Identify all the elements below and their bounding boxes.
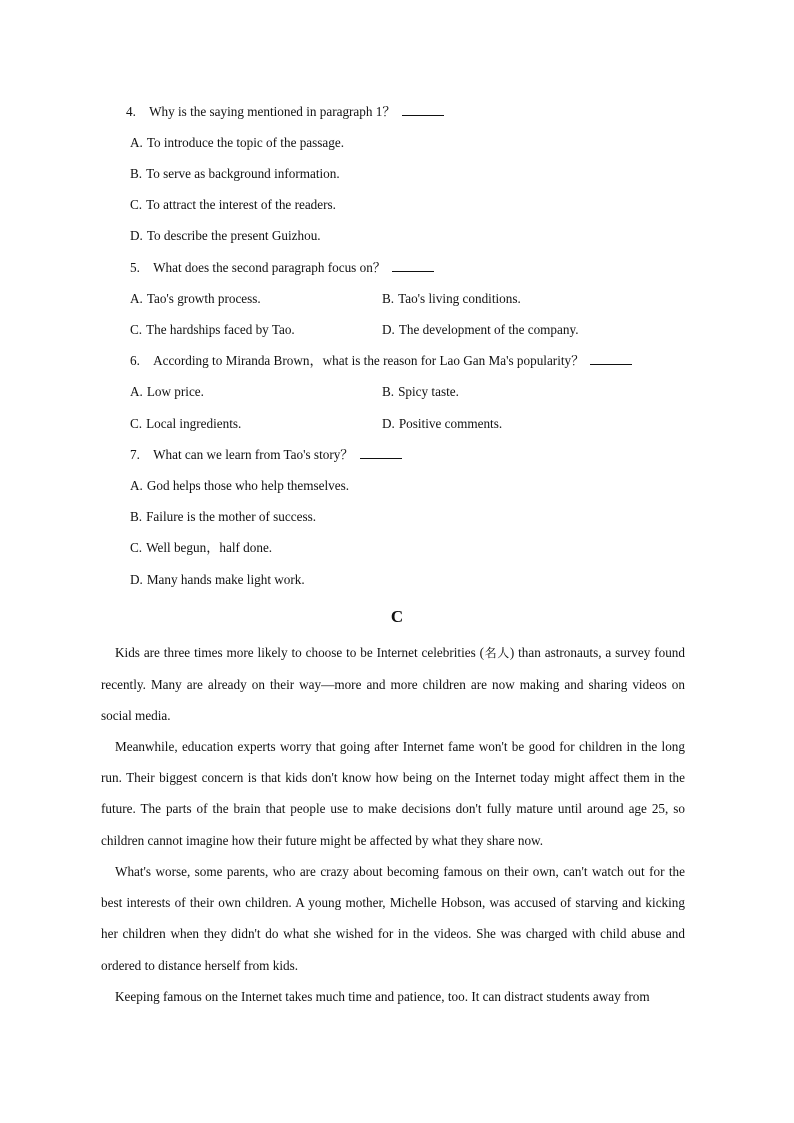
passage-paragraph-2: Meanwhile, education experts worry that going after Internet fame won't be good for children in the long run. Their biggest concern is that kids don't know how being on the Internet today might affect them in the future. The parts of the brain that people use to make decisions don't fully mature until around age 25, so children cannot imagine how their future might be affected by what they share now. [101,739,685,848]
question-text: According to Miranda Brown，what is the reason for Lao Gan Ma's popularity？ [153,353,585,368]
question-text: What can we learn from Tao's story？ [153,447,354,462]
question-6-stem [130,353,632,369]
question-number: 5. [130,260,140,275]
option-a[interactable]: A. To introduce the topic of the passage. [130,135,345,150]
option-d[interactable]: D. Many hands make light work. [130,572,305,587]
answer-blank[interactable] [402,104,444,116]
answer-blank[interactable] [590,353,632,365]
option-c[interactable]: C. Local ingredients. [130,416,242,431]
option-c[interactable]: C. Well begun，half done. [130,540,273,555]
passage-paragraph-1: Kids are three times more likely to choose to be Internet celebrities (名人) than astronauts, a survey found recently. Many are already on their way—more and more children are now making and sharing videos on social media. [101,645,685,724]
question-4-stem [126,104,444,120]
option-b[interactable]: B. Spicy taste. [382,384,459,399]
question-number: 7. [130,447,140,462]
option-a[interactable]: A. Low price. [130,384,204,399]
answer-blank[interactable] [392,260,434,272]
question-number: 4. [126,104,136,119]
question-7-stem [130,447,402,463]
question-5-stem [130,260,434,276]
section-title: C [390,607,404,626]
option-d[interactable]: D. To describe the present Guizhou. [130,228,321,243]
option-a[interactable]: A. Tao's growth process. [130,291,261,306]
answer-blank[interactable] [360,447,402,459]
option-b[interactable]: B. To serve as background information. [130,166,340,181]
chinese-gloss: 名人 [484,646,510,660]
option-c[interactable]: C. To attract the interest of the readers. [130,197,336,212]
question-number: 6. [130,353,140,368]
option-c[interactable]: C. The hardships faced by Tao. [130,322,295,337]
passage-paragraph-4: Keeping famous on the Internet takes much time and patience, too. It can distract students away from [115,989,650,1004]
option-d[interactable]: D. Positive comments. [382,416,503,431]
option-b[interactable]: B. Failure is the mother of success. [130,509,317,524]
passage-paragraph-3: What's worse, some parents, who are crazy about becoming famous on their own, can't watch out for the best interests of their own children. A young mother, Michelle Hobson, was accused of starving and kicking her children when they didn't do what she wished for in the videos. She was charged with child abuse and ordered to distance herself from kids. [101,864,685,973]
question-text: Why is the saying mentioned in paragraph 1？ [149,104,396,119]
option-d[interactable]: D. The development of the company. [382,322,579,337]
option-a[interactable]: A. God helps those who help themselves. [130,478,350,493]
question-text: What does the second paragraph focus on？ [153,260,386,275]
option-b[interactable]: B. Tao's living conditions. [382,291,521,306]
